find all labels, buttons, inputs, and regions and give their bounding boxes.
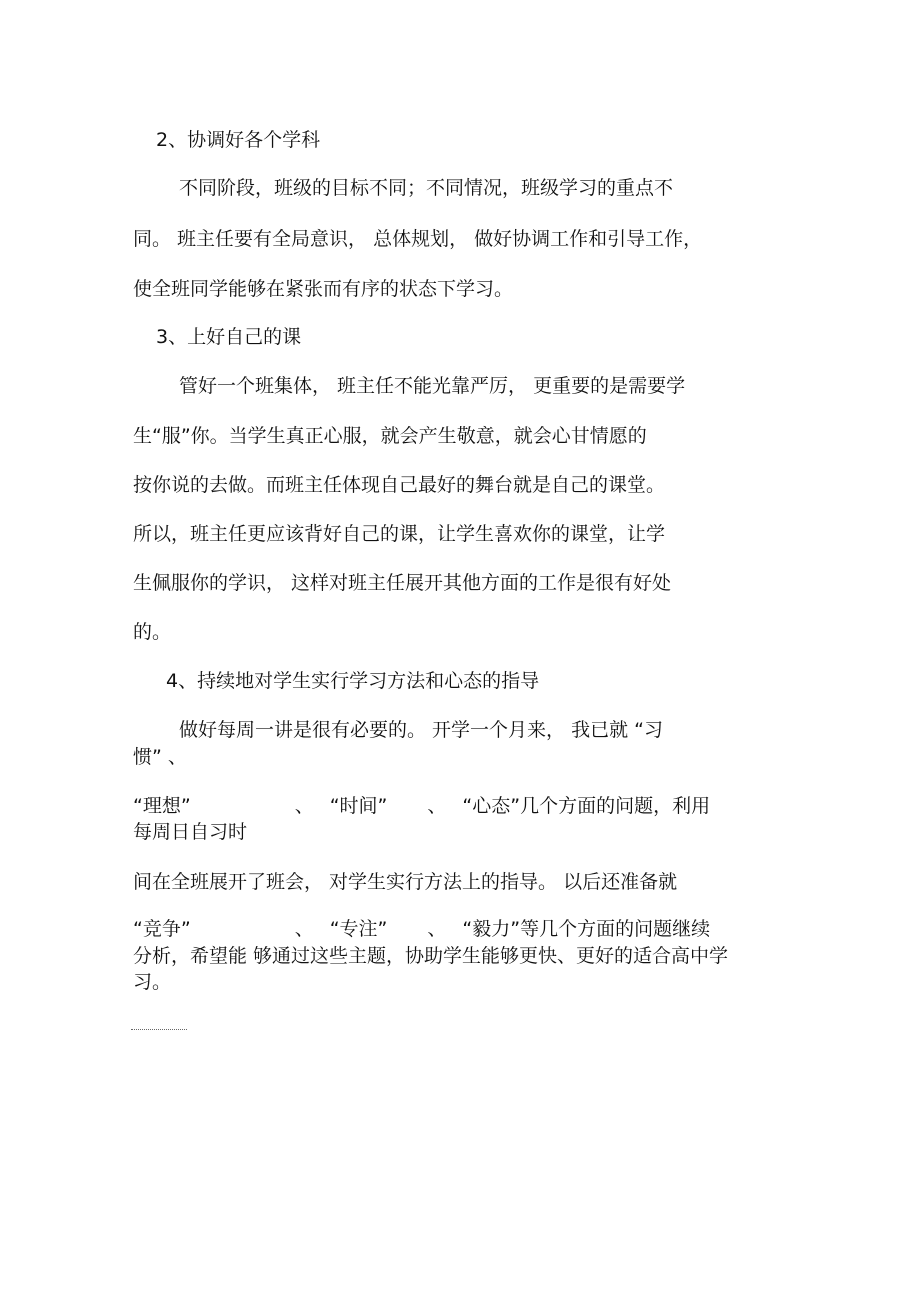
- section-4-line-2: 惯” 、: [133, 746, 187, 768]
- quote-perseverance-rest: “毅力”等几个方面的问题继续: [462, 918, 711, 940]
- quote-competition: “竞争”: [133, 918, 191, 940]
- section-2-line-1: 不同阶段，班级的目标不同；不同情况，班级学习的重点不: [179, 177, 674, 199]
- section-4-line-1: 做好每周一讲是很有必要的。 开学一个月来， 我已就 “习: [179, 719, 663, 741]
- section-3-line-2: 生“服”你。当学生真正心服，就会产生敬意，就会心甘情愿的: [133, 425, 647, 447]
- section-2-heading: 2、协调好各个学科: [156, 129, 321, 151]
- section-3-line-3: 按你说的去做。而班主任体现自己最好的舞台就是自己的课堂。: [133, 474, 666, 496]
- section-2-line-3: 使全班同学能够在紧张而有序的状态下学习。: [133, 278, 514, 300]
- footer-dotted-rule: [131, 1029, 187, 1030]
- quote-focus: “专注”: [329, 918, 388, 940]
- section-4-line-6: [133, 917, 710, 941]
- quote-ideal: “理想”: [133, 795, 191, 817]
- separator: 、: [294, 795, 314, 817]
- section-3-line-6: 的。: [133, 621, 172, 643]
- separator: 、: [427, 918, 447, 940]
- separator: 、: [294, 918, 314, 940]
- separator: 、: [427, 795, 447, 817]
- section-3-line-4: 所以，班主任更应该背好自己的课，让学生喜欢你的课堂，让学: [133, 523, 666, 545]
- section-3-line-5: 生佩服你的学识， 这样对班主任展开其他方面的工作是很有好处: [133, 572, 672, 594]
- quote-mindset-rest: “心态”几个方面的问题，利用: [462, 795, 711, 817]
- section-4-heading: 4、持续地对学生实行学习方法和心态的指导: [166, 670, 540, 692]
- section-3-line-1: 管好一个班集体， 班主任不能光靠严厉， 更重要的是需要学: [179, 375, 686, 397]
- section-2-line-2: 同。 班主任要有全局意识， 总体规划， 做好协调工作和引导工作，: [133, 228, 703, 250]
- section-4-line-5: 间在全班展开了班会， 对学生实行方法上的指导。 以后还准备就: [133, 871, 678, 893]
- section-3-heading: 3、上好自己的课: [156, 326, 302, 348]
- section-4-line-4: 每周日自习时: [133, 821, 248, 843]
- section-4-line-8: 习。: [133, 971, 172, 993]
- section-4-line-3: [133, 794, 710, 818]
- section-4-line-7: 分析，希望能 够通过这些主题，协助学生能够更快、更好的适合高中学: [133, 945, 729, 967]
- quote-time: “时间”: [329, 795, 388, 817]
